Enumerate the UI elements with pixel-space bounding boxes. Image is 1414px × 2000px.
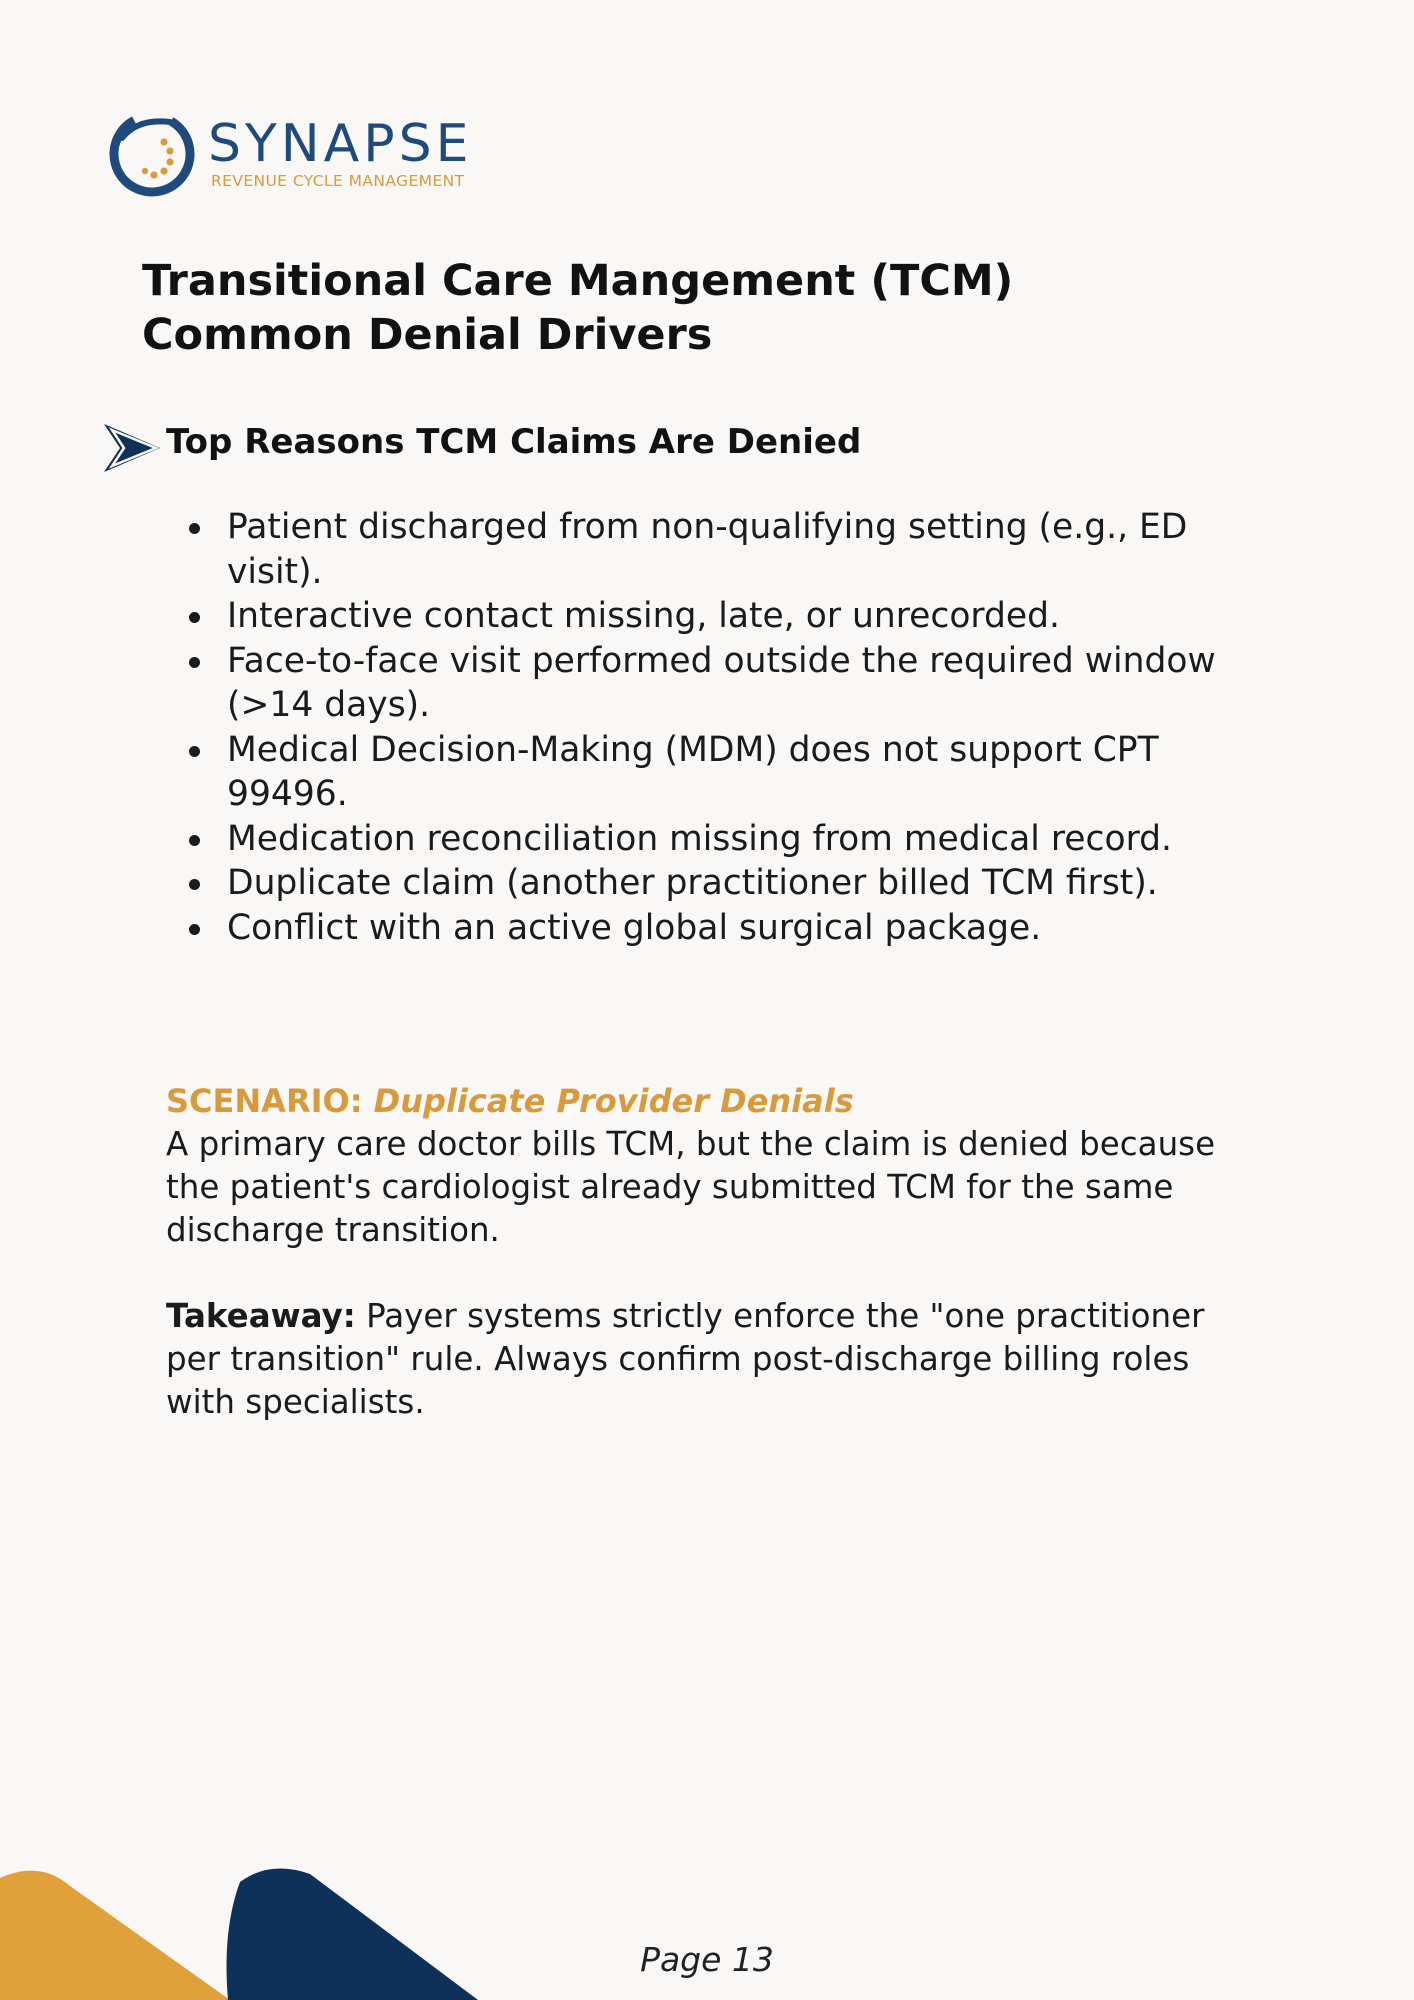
list-item: Medical Decision-Making (MDM) does not support CPT 99496. [187,728,1237,817]
double-chevron-right-icon [102,422,162,474]
list-item: Face-to-face visit performed outside the required window (>14 days). [187,639,1237,728]
takeaway-label: Takeaway: [166,1297,356,1335]
takeaway-text: Payer systems strictly enforce the "one practitioner per transition" rule. Always confirm post-discharge billing roles with specialists. [166,1297,1205,1421]
page-number: Page 13 [640,1940,774,1979]
page-title [142,254,1013,362]
list-item: Medication reconciliation missing from medical record. [187,817,1237,862]
list-item: Duplicate claim (another practitioner billed TCM first). [187,861,1237,906]
takeaway [166,1295,1246,1424]
denial-reasons-list [187,505,1237,950]
list-item: Patient discharged from non-qualifying setting (e.g., ED visit). [187,505,1237,594]
logo-wordmark: SYNAPSE [208,114,473,174]
logo-tagline: REVENUE CYCLE MANAGEMENT [211,172,465,190]
page-title-line-2: Common Denial Drivers [142,310,713,360]
scenario-box [166,1080,1246,1424]
list-item: Conflict with an active global surgical package. [187,906,1237,951]
synapse-logo [108,108,528,198]
synapse-logo-mark-icon [108,108,200,200]
scenario-heading [166,1080,1246,1123]
scenario-body: A primary care doctor bills TCM, but the claim is denied because the patient's cardiologist already submitted TCM for the same discharge transition. [166,1125,1216,1249]
scenario-label: SCENARIO: [166,1082,374,1120]
page-title-line-1: Transitional Care Mangement (TCM) [142,256,1014,306]
footer-decoration [0,1860,520,2000]
scenario-title: Duplicate Provider Denials [373,1082,854,1120]
list-item: Interactive contact missing, late, or unrecorded. [187,594,1237,639]
section-heading-text: Top Reasons TCM Claims Are Denied [166,422,862,462]
